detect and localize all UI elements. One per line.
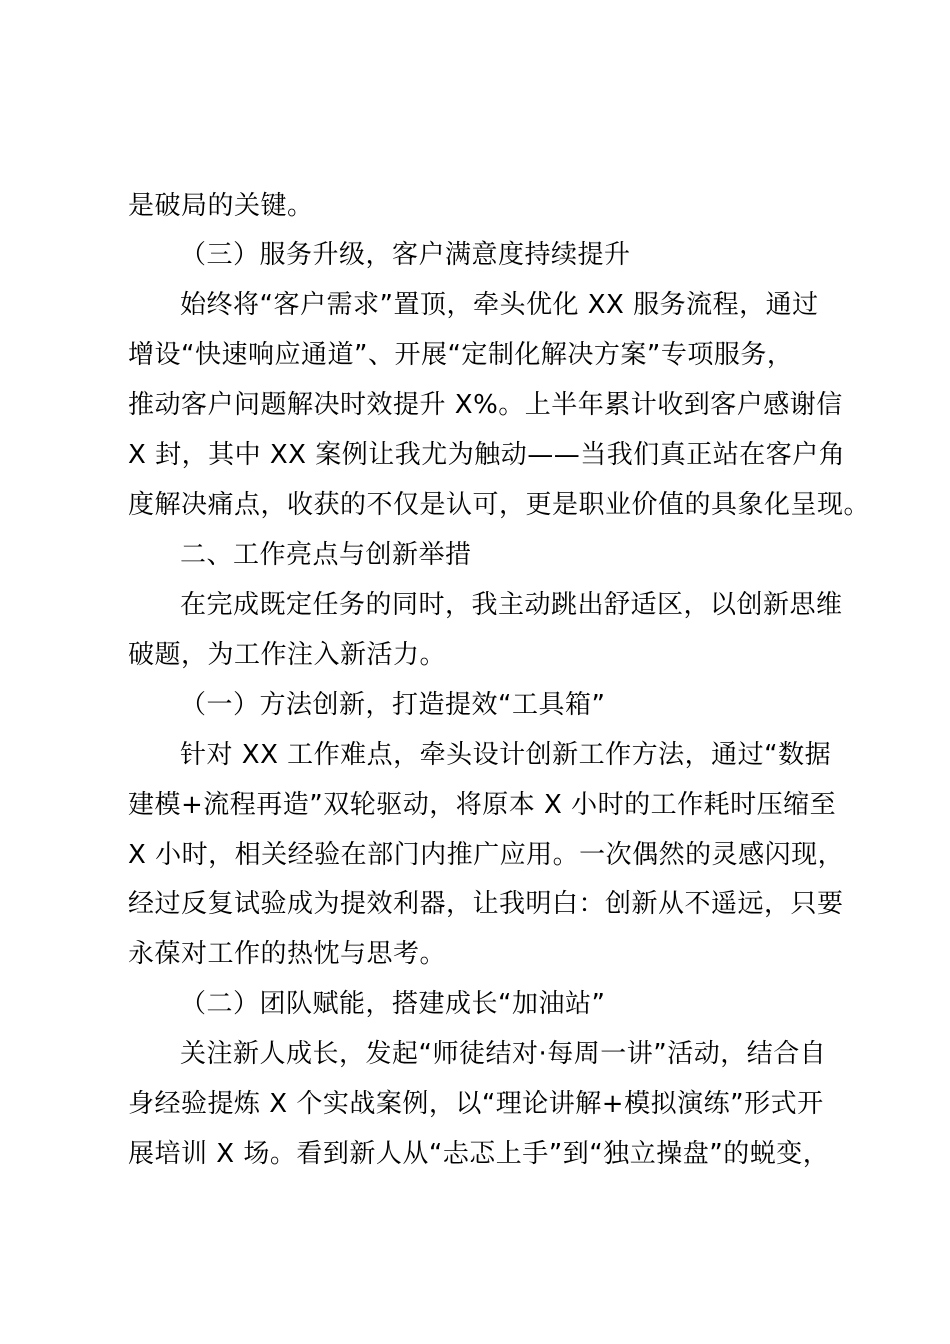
text-line: 经过反复试验成为提效利器，让我明白：创新从不遥远，只要: [128, 889, 844, 919]
section-heading: （一）方法创新，打造提效“工具箱”: [180, 690, 606, 720]
text-line: 永葆对工作的热忱与思考。: [128, 939, 447, 969]
text-line: 关注新人成长，发起“师徒结对·每周一讲”活动，结合自: [180, 1039, 827, 1069]
text-line: 始终将“客户需求”置顶，牵头优化 XX 服务流程，通过: [180, 290, 819, 320]
text-line: 破题，为工作注入新活力。: [128, 640, 447, 670]
text-line: 增设“快速响应通道”、开展“定制化解决方案”专项服务，: [128, 340, 794, 370]
text-line: 展培训 X 场。看到新人从“忐忑上手”到“独立操盘”的蜕变，: [128, 1139, 830, 1169]
section-heading: 二、工作亮点与创新举措: [180, 540, 472, 570]
section-heading: （二）团队赋能，搭建成长“加油站”: [180, 989, 606, 1019]
text-line: X 小时，相关经验在部门内推广应用。一次偶然的灵感闪现，: [128, 840, 845, 870]
text-line: 度解决痛点，收获的不仅是认可，更是职业价值的具象化呈现。: [128, 490, 871, 520]
text-line: 建模+流程再造”双轮驱动，将原本 X 小时的工作耗时压缩至: [128, 790, 837, 820]
text-line: 针对 XX 工作难点，牵头设计创新工作方法，通过“数据: [180, 740, 832, 770]
section-heading: （三）服务升级，客户满意度持续提升: [180, 240, 631, 270]
text-line: 身经验提炼 X 个实战案例，以“理论讲解+模拟演练”形式开: [128, 1089, 824, 1119]
text-line: X 封，其中 XX 案例让我尤为触动——当我们真正站在客户角: [128, 440, 846, 470]
text-line: 在完成既定任务的同时，我主动跳出舒适区，以创新思维: [180, 590, 843, 620]
text-line: 推动客户问题解决时效提升 X%。上半年累计收到客户感谢信: [128, 390, 843, 420]
text-line: 是破局的关键。: [128, 191, 314, 221]
